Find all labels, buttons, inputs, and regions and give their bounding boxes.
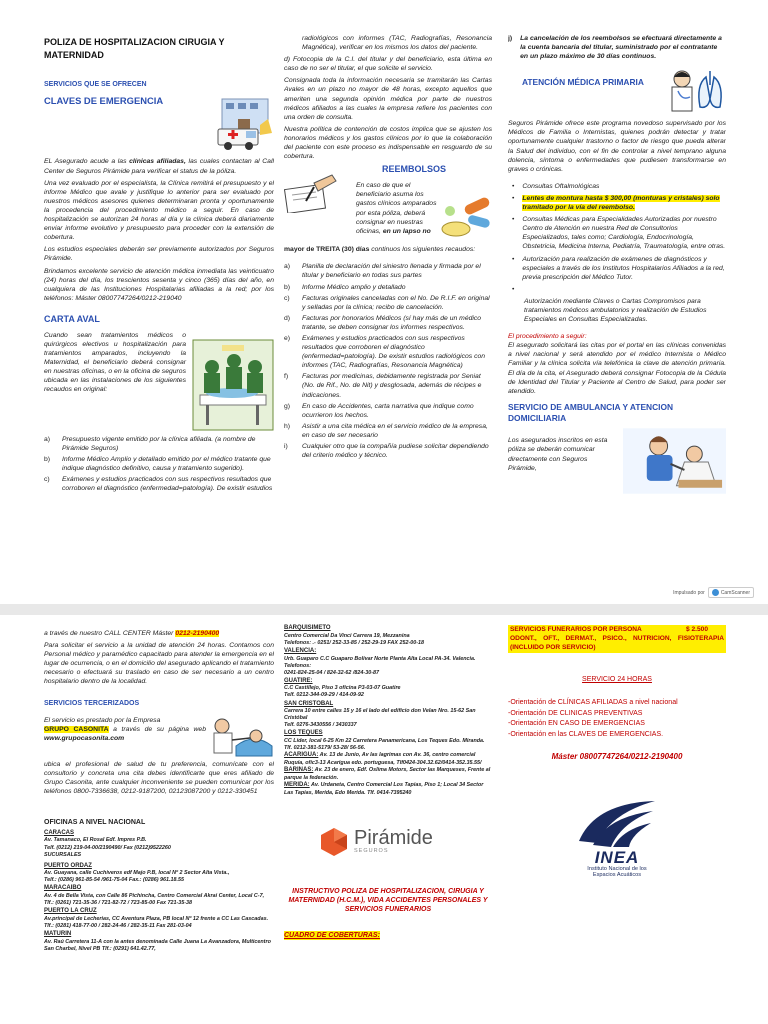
list-item: PUERTO LA CRUZ Av.principal de Lecherias, CC Aventura Plaza, PB local Nº 12 frente a CC Las Cascadas. Tlf.: (0281) 418-77-00 / 282-24-46 / 282-35-11 Fax 281-03-04 — [44, 908, 269, 929]
offices-list-a — [44, 830, 274, 953]
inea-wordmark: INEA — [594, 847, 640, 867]
ambulancia-paragraph: Los asegurados inscritos en esta póliza se deberán comunicar directamente con Seguros Pirámide, — [508, 437, 608, 472]
call-center-line: a través de nuestro CALL CENTER Máster 0212-2190400 — [44, 630, 220, 637]
list-item: c) Facturas originales canceladas con el No. De R.I.F. en original y selladas por la clínica; recibo de cancelación. — [284, 294, 490, 311]
carta-aval-paragraph: Cuando sean tratamientos médicos o quirúrgicos electivos u hospitalización para tratamientos amparados, incluyendo la Maternidad, el beneficiario deberá consignar en nuestras oficinas, o en la oficina de seguros ubicada en las instalaciones de los siguientes recaudos en original: — [44, 331, 186, 394]
tercerizados-intro: El servicio es prestado por la Empresa GRUPO CASONITA a través de su página web www.grupocasonita.com — [44, 716, 206, 743]
services-heading: SERVICIOS QUE SE OFRECEN — [44, 81, 147, 89]
list-item: Autorización mediante Claves o Cartas Compromisos para tratamientos médicos ambulatorios y realización de Estudios Especiales en Consultas Especializadas. — [524, 297, 707, 324]
list-item: VALENCIA: Urb. Guaparo C.C Guaparo Bolívar Norte Planta Alta Local PA-34. Valencia. Telefonos: 0241-824-25-04 / 824-32-62 /824-30-87 — [284, 647, 476, 676]
page2-column-3 — [508, 615, 726, 1024]
list-item: SAN CRISTOBAL Carrera 10 entre calles 15 y 16 el lado del edificio don Velan Nro. 15-62 San Cristóbal Telf. 0276-3430556 / 3430337 — [284, 700, 476, 729]
list-item: g) En caso de Accidentes, carta narrativa que indique como ocurrieron los hechos. — [284, 402, 474, 419]
camscanner-logo-icon — [712, 589, 719, 596]
brochure-page-2 — [0, 615, 768, 1024]
piramide-logo-icon — [320, 827, 348, 857]
inea-swoosh-icon — [575, 797, 659, 849]
pills-illustration — [440, 195, 492, 239]
page2-column-1 — [44, 615, 274, 1024]
list-item: MATURIN Av. Raú Carretera 11-A con la antes denominada Calle Juana La Avanzadora, Multicentro San Charbel, Nivel PB Tlf.: (0291) 641.42.77, — [44, 931, 271, 952]
list-item: e) Exámenes y estudios practicados con sus respectivos resultados que corroboren el diagnóstico (enfermedad=patología). De existir estudios radiológicos con informes (TAC, Radiografías, Resonancia Magnética) — [284, 334, 486, 370]
list-item: -Orientación DE CLINICAS PREVENTIVAS — [508, 709, 643, 717]
list-item: • Consultas Oftalmológicas — [512, 182, 600, 190]
list-item: GUATIRE: C.C Castillejo, Piso 3 oficina P3-03-07 Guatire Telf. 0212-344-09-29 / 414-09-92 — [284, 677, 401, 699]
procedure-heading: El procedimiento a seguir: — [508, 333, 587, 341]
list-item: BARQUISIMETO Centro Comercial Da Vinci Carrera 19, Mezzanina Telefonos: .- 0251/ 252-33-85 / 252-29-19 FAX 252-00-18 — [284, 625, 425, 646]
servicio-24h-heading: SERVICIO 24 HORAS — [582, 675, 652, 683]
tercerizados-heading: SERVICIOS TERCERIZADOS — [44, 699, 140, 707]
reembolsos-intro: En caso de que el beneficiario asuma los gastos clínicos amparados por esta póliza, deberá consignar en nuestras oficinas, en un lapso no — [356, 182, 437, 235]
surgery-illustration — [192, 339, 274, 431]
scanner-watermark: Impulsado por CamScanner — [673, 587, 754, 598]
list-item: PUERTO ORDAZ Av. Guayana, calle Cuchiveros edf Majo P.B, local Nº 2 Sector Alta Vista., Telf.: (0286) 961-85-54 /961-75-04 Fax.: (0286) 961.18.55 — [44, 862, 230, 884]
page1-column-1 — [44, 0, 274, 604]
tercerizados-paragraph: ubica el profesional de salud de tu preferencia, comunícate con el consultorio y concreta una cita debes identificarte que eres afiliado de Grupo Casonita, ante cualquier inconveniente se pueden comunicar por los teléfonos 0800-7336638, 0212-9187200, 02123087200 y 0212-330451 — [44, 760, 274, 796]
inea-subtitle: Instituto Nacional de los Espacios Acuáticos — [587, 865, 647, 879]
writing-hand-illustration — [284, 173, 338, 213]
list-item: • Lentes de montura hasta $ 300,00 (monturas y cristales) solo tramitado por la vía del reembolso. — [512, 194, 720, 212]
offices-list-b — [284, 625, 492, 797]
list-item: -Orientación de CLÍNICAS AFILIADAS a nivel nacional — [508, 699, 678, 707]
carta-aval-requirements — [44, 435, 274, 494]
document-title: POLIZA DE HOSPITALIZACION CIRUGIA Y MATERNIDAD — [44, 37, 225, 61]
list-item: • Consultas Médicas para Especialidades Autorizadas por nuestro Centro de Atención en nuestra Red de Consultorios Especializados, tales como; Cardiología, Endocrinología, Obstetricia, Medicina Interna, Pediatría, Traumatología, entre otras. — [512, 216, 726, 251]
carta-processing-paragraph: Consignada toda la información necesaria se tramitarán las Cartas Avales en un plazo no mayor de 48 horas, excepto aquellos que ameriten una segunda opinión médica por parte de nuestros médicos afiliados a las cuales la empresa refiere los pacientes con una orden de consulta. — [284, 77, 492, 121]
list-item: MARACAIBO Av. 4 de Bella Vista, con Calle 86 Pichincha, Centro Comercial Akrai Center, Local C-7, Tlf.: (0261) 721-35-36 / 721-82-72 / 723-85-00 Fax 721-35-38 — [44, 885, 265, 907]
page1-column-3 — [508, 0, 726, 604]
carta-continuation: radiológicos con informes (TAC, Radiografías, Resonancia Magnética), verificar en los mismos los datos del paciente. — [302, 35, 492, 52]
list-item: MERIDA: Av. Urdaneta, Centro Comercial Los Tapias, Piso 1; Local 34 Sector Las Tapias, Merida, Edo Merida. Tlf. 0414-7395240 — [284, 781, 484, 796]
list-item: LOS TEQUES CC Lider, local 6-25 Km 22 Carretera Panamericana, Los Teques Edo. Miranda. Tlf. 0212-381-5179/ 53-28/ 56-56. — [284, 730, 485, 752]
instructivo-title: INSTRUCTIVO POLIZA DE HOSPITALIZACION, CIRUGIA Y MATERNIDAD (H.C.M.), VIDA ACCIDENTES PERSONALES Y SERVICIOS FUNERARIOS — [288, 887, 488, 914]
piramide-logo — [320, 827, 492, 857]
ambulance-clinic-illustration — [216, 95, 274, 153]
reembolsos-requirements — [284, 262, 492, 460]
list-item: a) Planilla de declaración del siniestro llenada y firmada por el titular y beneficiario en todas sus partes — [284, 263, 481, 280]
reembolsos-item-j: j) La cancelación de los reembolsos se efectuará directamente a la cuenta bancaria del titular, suministrado por el contratante en un plazo máximo de 30 días continuos. — [508, 35, 722, 61]
page1-column-2 — [284, 0, 492, 604]
cuadro-coberturas-heading: CUADRO DE COBERTURAS: — [284, 931, 380, 939]
doctor-lungs-illustration — [670, 67, 726, 115]
procedure-paragraph: El asegurado solicitará las citas por el portal en las clínicas convenidas a nivel nacional y será atendido por el médico Internista o Médico Familiar y la clínica solicita vía telefónica la clave de atención primaria. El día de la cita, el Asegurado deberá consignar Fotocopia de la Cédula de Identidad del Titular y Paciente al Centro de Salud, para poder ser atendido. — [508, 342, 726, 395]
list-item: b) Informe Médico Amplio y detallado emitido por el médico tratante que indique diagnóstico definitivo, causa y tratamiento sugerido). — [44, 456, 271, 473]
reembolsos-heading: REEMBOLSOS — [382, 164, 447, 175]
cost-policy-paragraph: Nuestra política de contención de costos implica que se ajusten los honorarios médicos y los gastos clínicos por lo que la colaboración del paciente con este proceso es indispensable en resguardo de su cobertura. — [284, 125, 492, 161]
list-item: CARACAS Av. Tamanaco, El Rosal Edf. Impres P.B. Telf. (0212) 219-04-00/2190490/ Fax (0212)9522260 SUCURSALES — [44, 829, 171, 858]
claves-paragraph-3: Los estudios especiales deberán ser previamente autorizados por Seguros Pirámide. — [44, 246, 274, 263]
claves-paragraph-1: EL Asegurado acude a las clínicas afiliadas, las cuales contactan al Call Center de Seguros Pirámide para verificar el status de la póliza. — [44, 158, 274, 175]
claves-paragraph-2: Una vez evaluado por el especialista, la Clínica remitirá el presupuesto y el informe Médico que avale y justifique lo anterior para ser evaluado por nuestros médicos asesores quienes determinaran pronta y oportunamente la procedencia del procedimiento médico a seguir. En caso de hospitalización se autorizan 24 horas al día y la clínica deberá diariamente enviar informe evolutivo y presupuesto para proceder con la extensión de cobertura. — [44, 179, 274, 242]
piramide-subtitle: SEGUROS — [354, 847, 389, 854]
oficinas-heading: OFICINAS A NIVEL NACIONAL — [44, 819, 146, 827]
inea-logo — [508, 797, 726, 879]
list-item: i) Cualquier otro que la compañía pudiese solicitar dependiendo del criterio médico y técnico. — [284, 443, 489, 460]
list-item: • — [512, 285, 515, 293]
carta-item-d: d) Fotocopia de la C.I. del titular y del beneficiario, esta última en caso de no ser el titular, el que solicite el servicio. — [284, 56, 492, 73]
list-item: • Autorización para realización de exámenes de diagnósticos y especiales a través de los Institutos Hospitalarios Afiliados a la red, previa prescripción del Médico Tutor. — [512, 255, 725, 281]
list-item: f) Facturas por medicinas, debidamente registrada por Seniat (No. de Rif., No. de Nit) y desglosada, además de récipes e indicaciones. — [284, 373, 482, 399]
ambulancia-heading: SERVICIO DE AMBULANCIA Y ATENCION DOMICILIARIA — [508, 401, 674, 424]
atencion-primaria-paragraph: Seguros Pirámide ofrece este programa novedoso supervisado por los Médicos de Familia o Internistas, quienes podrán detectar y tratar oportunamente cualquier trastorno o factor de riesgo que pueda alterar la Salud del individuo, con el fin de controlar a nivel temprano alguna dolencia, síntoma o enfermedades que pudiesen transformarse en graves o crónicas. — [508, 120, 726, 173]
home-care-illustration — [623, 428, 726, 494]
emergency-service-paragraph: Para solicitar el servicio a la unidad de atención 24 horas. Contamos con Personal médico y paramédico capacitado para atender la emergencia en el lugar de ocurrencia, o en el domicilio del asegurado aplicando el tratamiento necesario o efectuará su traslado en caso de ser necesario a un centro hospitalario dentro de la localidad. — [44, 642, 274, 686]
claves-heading: CLAVES DE EMERGENCIA — [44, 95, 164, 107]
atencion-primaria-heading: ATENCIÓN MÉDICA PRIMARIA — [522, 77, 644, 88]
dentist-illustration — [210, 716, 274, 760]
servicio-24h-list — [508, 698, 726, 740]
carta-aval-heading: CARTA AVAL — [44, 313, 100, 324]
list-item: -Orientación EN CASO DE EMERGENCIAS — [508, 720, 645, 728]
list-item: c) Exámenes y estudios practicados con sus respectivos resultados que corroboren el diagnóstico (enfermedad=patología). De existir estudios — [44, 476, 273, 493]
page2-column-2 — [284, 615, 492, 1024]
claves-paragraph-4: Brindamos excelente servicio de atención médica inmediata las veinticuatro (24) horas del día, los trescientos sesenta y cinco (365) días del año, en cualquiera de las Instituciones Hospitalarias afiliadas a la red; por los teléfonos: Máster 08007747264/0212-219040 — [44, 267, 274, 302]
master-phone: Máster 08007747264/0212-2190400 — [551, 752, 683, 762]
list-item: d) Facturas por honorarios Médicos (sí hay más de un médico tratante, se deben consignar los informes respectivos. — [284, 314, 482, 331]
list-item: ACARIGUA: Av. 13 de Junio, Av las lagrimas con Av. 36, centro comercial Ruquía, ofic3-13 Acarigua edo. portuguesa, Tlf0424-304.32.62/0414-352.35.55/ — [284, 752, 482, 766]
atencion-primaria-list — [512, 182, 726, 324]
list-item: b) Informe Médico amplio y detallado — [284, 283, 406, 291]
list-item: h) Asistir a una cita médica en el servicio médico de la empresa, en caso de ser necesario — [284, 422, 488, 439]
reembolsos-deadline: mayor de TREITA (30) días continuos los siguientes recaudos: — [284, 246, 476, 254]
list-item: BARINAS: Av. 23 de enero, Edf. Oslima Motors, Sector las Marqueses, Frente al parque la federación. — [284, 766, 491, 781]
list-item: a) Presupuesto vigente emitido por la clínica afiliada. (a nombre de Pirámide Seguros) — [44, 435, 256, 453]
piramide-wordmark: Pirámide — [354, 826, 433, 849]
funerarios-box: SERVICIOS FUNERARIOS POR PERSONA $ 2.500 ODONT., OFT., DERMAT., PSICO., NUTRICION, FISIOTERAPIA (INCLUIDO POR SERVICIO) — [510, 626, 724, 652]
list-item: -Orientación en las CLAVES DE EMERGENCIAS. — [508, 730, 664, 738]
